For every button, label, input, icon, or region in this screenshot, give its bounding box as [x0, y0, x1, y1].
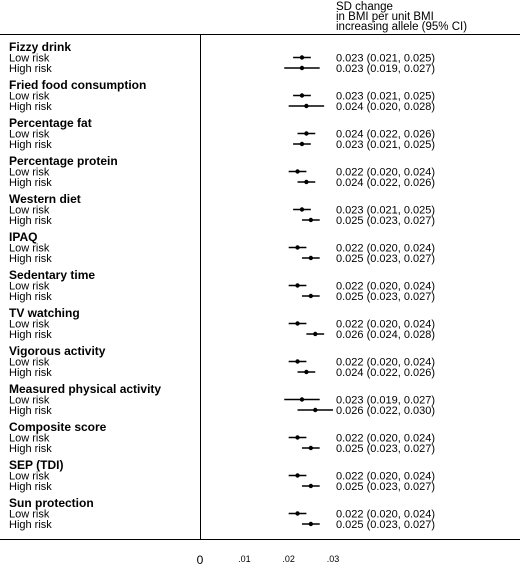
group-fizzy-drink: [9, 40, 435, 75]
row-label: High risk: [9, 519, 52, 531]
row-label: High risk: [9, 481, 52, 493]
ci-header-line-1: SD change: [336, 1, 393, 13]
point-estimate: [309, 522, 313, 526]
group-label: Measured physical activity: [9, 382, 162, 396]
estimate-text: 0.024 (0.022, 0.026): [336, 128, 436, 141]
estimate-text: 0.025 (0.023, 0.027): [336, 443, 436, 455]
ci-header-line-2: in BMI per unit BMI: [336, 11, 434, 23]
estimate-text: 0.022 (0.020, 0.024): [336, 242, 436, 255]
point-estimate: [304, 131, 308, 135]
point-estimate: [295, 511, 299, 515]
estimate-text: 0.024 (0.020, 0.028): [336, 101, 436, 113]
row-label: High risk: [9, 291, 52, 303]
point-estimate: [313, 332, 317, 336]
estimate-text: 0.024 (0.022, 0.026): [336, 177, 436, 189]
point-estimate: [313, 408, 317, 412]
row-label: High risk: [9, 177, 52, 189]
point-estimate: [295, 435, 299, 439]
row-label: High risk: [9, 443, 52, 455]
point-estimate: [295, 283, 299, 287]
point-estimate: [309, 294, 313, 298]
group-tv-watching: [9, 306, 435, 341]
group-label: TV watching: [9, 306, 80, 320]
row-label: Low risk: [9, 204, 50, 217]
group-label: Sun protection: [9, 496, 94, 510]
group-label: Vigorous activity: [9, 344, 106, 358]
point-estimate: [300, 142, 304, 146]
group-label: Fizzy drink: [9, 40, 72, 54]
group-measured-physical-activity: [9, 382, 435, 417]
group-label: Composite score: [9, 420, 107, 434]
point-estimate: [309, 218, 313, 222]
estimate-text: 0.023 (0.019, 0.027): [336, 394, 436, 407]
group-label: Percentage protein: [9, 154, 118, 168]
row-label: High risk: [9, 405, 52, 417]
group-label: Fried food consumption: [9, 78, 147, 92]
row-label: High risk: [9, 253, 52, 265]
row-label: Low risk: [9, 470, 50, 483]
row-label: High risk: [9, 63, 52, 75]
estimate-text: 0.022 (0.020, 0.024): [336, 318, 436, 331]
estimate-text: 0.023 (0.019, 0.027): [336, 63, 436, 75]
point-estimate: [304, 104, 308, 108]
estimate-text: 0.022 (0.020, 0.024): [336, 508, 436, 521]
estimate-text: 0.022 (0.020, 0.024): [336, 470, 436, 483]
row-label: Low risk: [9, 280, 50, 293]
group-sep-tdi: [9, 458, 435, 493]
point-estimate: [295, 169, 299, 173]
row-label: Low risk: [9, 356, 50, 369]
group-vigorous-activity: [9, 344, 435, 379]
x-tick-label: .02: [282, 554, 295, 564]
row-label: High risk: [9, 101, 52, 113]
estimate-text: 0.022 (0.020, 0.024): [336, 166, 436, 179]
point-estimate: [309, 256, 313, 260]
estimate-text: 0.025 (0.023, 0.027): [336, 253, 436, 265]
x-axis: [0, 34, 520, 567]
estimate-text: 0.025 (0.023, 0.027): [336, 519, 436, 531]
row-label: Low risk: [9, 318, 50, 331]
estimate-text: 0.026 (0.022, 0.030): [336, 405, 436, 417]
group-composite-score: [9, 420, 435, 455]
group-label: Sedentary time: [9, 268, 96, 282]
row-label: Low risk: [9, 166, 50, 179]
point-estimate: [300, 55, 304, 59]
group-label: IPAQ: [9, 230, 38, 244]
row-label: High risk: [9, 139, 52, 151]
estimate-text: 0.025 (0.023, 0.027): [336, 215, 436, 227]
estimate-text: 0.022 (0.020, 0.024): [336, 280, 436, 293]
point-estimate: [300, 207, 304, 211]
point-estimate: [295, 473, 299, 477]
estimate-text: 0.026 (0.024, 0.028): [336, 329, 436, 341]
row-label: High risk: [9, 367, 52, 379]
x-tick-label: .01: [238, 554, 251, 564]
row-label: Low risk: [9, 394, 50, 407]
point-estimate: [295, 321, 299, 325]
x-tick-label: 0: [196, 553, 204, 567]
estimate-text: 0.025 (0.023, 0.027): [336, 481, 436, 493]
group-percentage-fat: [9, 116, 435, 151]
group-western-diet: [9, 192, 435, 227]
group-fried-food-consumption: [9, 78, 435, 113]
estimate-text: 0.022 (0.020, 0.024): [336, 432, 436, 445]
point-estimate: [304, 370, 308, 374]
estimate-text: 0.022 (0.020, 0.024): [336, 356, 436, 369]
estimate-text: 0.023 (0.021, 0.025): [336, 139, 436, 151]
point-estimate: [309, 484, 313, 488]
group-label: Percentage fat: [9, 116, 92, 130]
point-estimate: [295, 359, 299, 363]
row-label: Low risk: [9, 90, 50, 103]
point-estimate: [309, 446, 313, 450]
group-percentage-protein: [9, 154, 435, 189]
row-label: High risk: [9, 215, 52, 227]
estimate-text: 0.024 (0.022, 0.026): [336, 367, 436, 379]
row-label: Low risk: [9, 508, 50, 521]
group-label: SEP (TDI): [9, 458, 64, 472]
estimate-text: 0.023 (0.021, 0.025): [336, 90, 436, 103]
row-label: Low risk: [9, 128, 50, 141]
estimate-text: 0.025 (0.023, 0.027): [336, 291, 436, 303]
point-estimate: [300, 66, 304, 70]
estimate-text: 0.023 (0.021, 0.025): [336, 52, 436, 65]
group-sedentary-time: [9, 268, 435, 303]
point-estimate: [300, 93, 304, 97]
rows-layer: [9, 40, 435, 531]
row-label: Low risk: [9, 52, 50, 65]
group-ipaq: [9, 230, 435, 265]
group-sun-protection: [9, 496, 435, 531]
point-estimate: [300, 397, 304, 401]
estimate-text: 0.023 (0.021, 0.025): [336, 204, 436, 217]
row-label: Low risk: [9, 432, 50, 445]
point-estimate: [295, 245, 299, 249]
point-estimate: [304, 180, 308, 184]
ci-header-line-3: increasing allele (95% CI): [336, 21, 468, 33]
x-tick-label: .03: [326, 554, 340, 564]
group-label: Western diet: [9, 192, 81, 206]
row-label: Low risk: [9, 242, 50, 255]
row-label: High risk: [9, 329, 52, 341]
